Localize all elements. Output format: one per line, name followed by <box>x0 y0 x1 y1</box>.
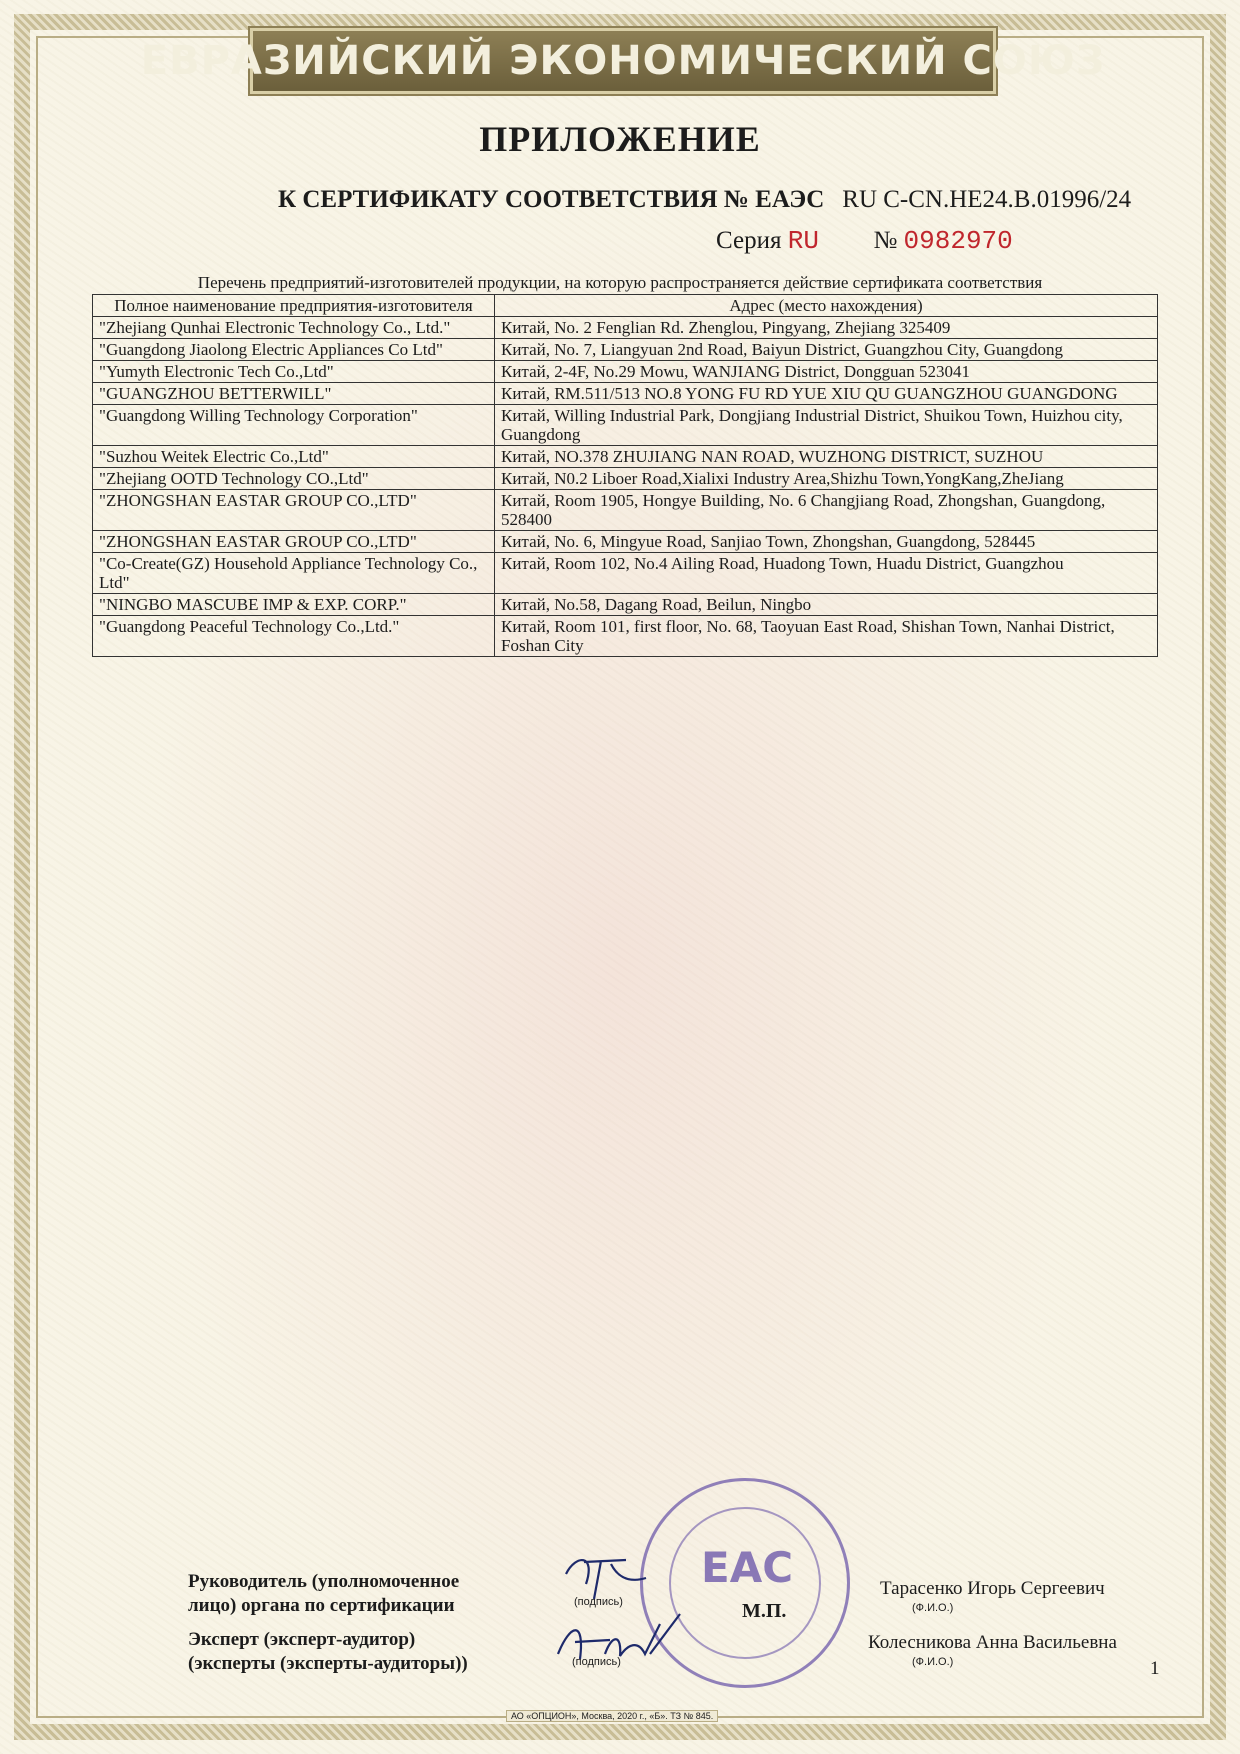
expert-label-line-2: (эксперты (эксперты-аудиторы)) <box>188 1653 468 1674</box>
table-row <box>93 468 1158 490</box>
page-title: ПРИЛОЖЕНИЕ <box>479 119 761 159</box>
certificate-label: К СЕРТИФИКАТУ СООТВЕТСТВИЯ № ЕАЭС <box>278 186 825 213</box>
series-value: RU <box>787 226 819 256</box>
manufacturer-address: Китай, No.58, Dagang Road, Beilun, Ningbo <box>495 594 1158 616</box>
table-row <box>93 339 1158 361</box>
manufacturer-address: Китай, N0.2 Liboer Road,Xialixi Industry Area,Shizhu Town,YongKang,ZheJiang <box>495 468 1158 490</box>
certificate-reference <box>278 186 1158 214</box>
head-label-line-1: Руководитель (уполномоченное <box>188 1571 460 1592</box>
manufacturer-name: "Zhejiang Qunhai Electronic Technology Co., Ltd." <box>93 317 495 339</box>
manufacturer-name: "NINGBO MASCUBE IMP & EXP. CORP." <box>93 594 495 616</box>
expert-name: Колесникова Анна Васильевна <box>868 1632 1117 1653</box>
expert-signature-label <box>188 1628 468 1676</box>
manufacturer-address: Китай, NO.378 ZHUJIANG NAN ROAD, WUZHONG DISTRICT, SUZHOU <box>495 446 1158 468</box>
manufacturer-address: Китай, Willing Industrial Park, Dongjiang Industrial District, Shuikou Town, Huizhou city, Guangdong <box>495 405 1158 446</box>
table-row <box>93 616 1158 657</box>
table-row <box>93 383 1158 405</box>
page-number: 1 <box>1150 1658 1160 1679</box>
head-name: Тарасенко Игорь Сергеевич <box>880 1578 1105 1599</box>
manufacturer-name: "ZHONGSHAN EASTAR GROUP CO.,LTD" <box>93 531 495 553</box>
column-header-name: Полное наименование предприятия-изготовителя <box>93 295 495 317</box>
form-number: 0982970 <box>903 226 1013 256</box>
table-row <box>93 531 1158 553</box>
table-row <box>93 317 1158 339</box>
series-label: Серия <box>716 227 782 254</box>
manufacturer-address: Китай, Room 101, first floor, No. 68, Taoyuan East Road, Shishan Town, Nanhai District, Foshan City <box>495 616 1158 657</box>
manufacturer-name: "Guangdong Peaceful Technology Co.,Ltd." <box>93 616 495 657</box>
manufacturer-address: Китай, No. 2 Fenglian Rd. Zhenglou, Pingyang, Zhejiang 325409 <box>495 317 1158 339</box>
head-label-line-2: лицо) органа по сертификации <box>188 1595 455 1616</box>
manufacturer-name: "Guangdong Jiaolong Electric Appliances Co Ltd" <box>93 339 495 361</box>
manufacturer-name: "Zhejiang OOTD Technology CO.,Ltd" <box>93 468 495 490</box>
head-sign-caption: (подпись) <box>574 1596 623 1608</box>
manufacturer-address: Китай, RM.511/513 NO.8 YONG FU RD YUE XIU QU GUANGZHOU GUANGDONG <box>495 383 1158 405</box>
manufacturer-address: Китай, 2-4F, No.29 Mowu, WANJIANG District, Dongguan 523041 <box>495 361 1158 383</box>
expert-sign-caption: (подпись) <box>572 1656 621 1668</box>
manufacturer-address: Китай, No. 6, Mingyue Road, Sanjiao Town, Zhongshan, Guangdong, 528445 <box>495 531 1158 553</box>
manufacturer-name: "Yumyth Electronic Tech Co.,Ltd" <box>93 361 495 383</box>
manufacturer-name: "Guangdong Willing Technology Corporation" <box>93 405 495 446</box>
manufacturers-table <box>92 294 1158 657</box>
manufacturer-address: Китай, Room 102, No.4 Ailing Road, Huadong Town, Huadu District, Guangzhou <box>495 553 1158 594</box>
head-name-caption: (Ф.И.О.) <box>912 1602 954 1614</box>
table-row <box>93 446 1158 468</box>
table-row <box>93 594 1158 616</box>
expert-name-caption: (Ф.И.О.) <box>912 1656 954 1668</box>
eac-logo: ЕАС <box>701 1543 794 1592</box>
number-label: № <box>873 227 898 254</box>
table-row <box>93 405 1158 446</box>
printer-imprint: АО «ОПЦИОН», Москва, 2020 г., «Б». ТЗ № 845. <box>506 1710 718 1722</box>
stamp-mark: М.П. <box>742 1600 787 1622</box>
certificate-number: RU C-CN.HE24.B.01996/24 <box>842 186 1132 213</box>
table-row <box>93 553 1158 594</box>
table-row <box>93 490 1158 531</box>
head-handwritten-signature <box>556 1544 656 1604</box>
manufacturer-name: "GUANGZHOU BETTERWILL" <box>93 383 495 405</box>
manufacturer-name: "Co-Create(GZ) Household Appliance Technology Co., Ltd" <box>93 553 495 594</box>
expert-label-line-1: Эксперт (эксперт-аудитор) <box>188 1629 416 1650</box>
table-row <box>93 361 1158 383</box>
column-header-address: Адрес (место нахождения) <box>495 295 1158 317</box>
table-intro: Перечень предприятий-изготовителей продукции, на которую распространяется действие сертификата соответствия <box>197 273 1043 292</box>
manufacturer-name: "Suzhou Weitek Electric Co.,Ltd" <box>93 446 495 468</box>
union-banner: ЕВРАЗИЙСКИЙ ЭКОНОМИЧЕСКИЙ СОЮЗ <box>250 28 996 94</box>
series-line <box>716 226 1116 256</box>
manufacturer-name: "ZHONGSHAN EASTAR GROUP CO.,LTD" <box>93 490 495 531</box>
table-header-row <box>93 295 1158 317</box>
head-signature-label <box>188 1570 459 1618</box>
manufacturer-address: Китай, No. 7, Liangyuan 2nd Road, Baiyun District, Guangzhou City, Guangdong <box>495 339 1158 361</box>
manufacturer-address: Китай, Room 1905, Hongye Building, No. 6 Changjiang Road, Zhongshan, Guangdong, 528400 <box>495 490 1158 531</box>
